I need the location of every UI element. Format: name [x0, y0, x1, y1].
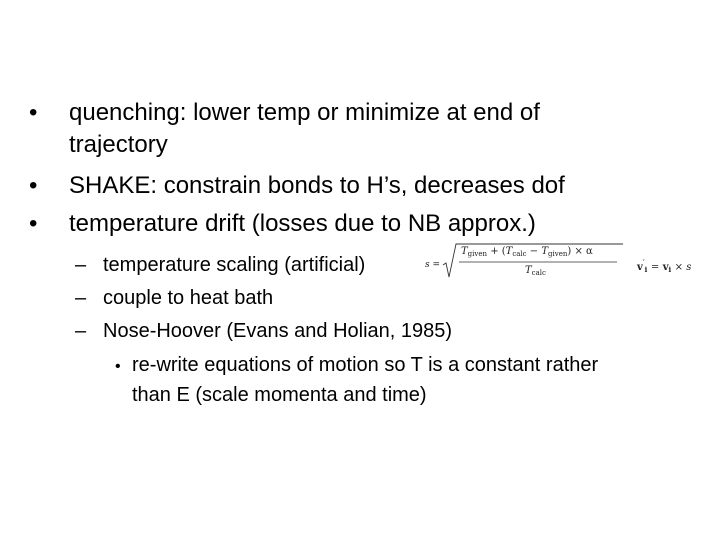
symbol-v: v	[662, 262, 669, 273]
bullet-text: SHAKE: constrain bonds to H’s, decreases dof	[69, 172, 565, 199]
sub-bullet-text: couple to heat bath	[103, 287, 274, 309]
sub-bullet-text: temperature scaling (artificial)	[103, 254, 366, 276]
bullet-text: quenching: lower temp or minimize at end of	[69, 99, 540, 126]
formula-scaling-factor	[425, 241, 625, 281]
bullet-text: temperature drift (losses due to NB approx.)	[69, 210, 536, 237]
formula-numerator	[461, 246, 593, 258]
bullet-marker: •	[29, 99, 38, 126]
bullet-marker: •	[29, 172, 38, 199]
subscript-calc: calc	[531, 269, 546, 277]
bullet-text-continued: trajectory	[69, 131, 168, 158]
bullet-marker: •	[115, 358, 121, 375]
operator-plus: + (	[490, 246, 506, 257]
sub-sub-bullet-text: re-write equations of motion so T is a constant rather	[132, 354, 599, 376]
symbol-t: T	[461, 246, 468, 257]
symbol-t: T	[525, 265, 532, 276]
formula-lhs: s =	[425, 260, 441, 270]
subscript-given: given	[467, 250, 487, 258]
dash-marker: –	[75, 254, 87, 276]
subscript-given: given	[548, 250, 568, 258]
symbol-t: T	[541, 246, 549, 257]
operator-equals: =	[650, 262, 660, 273]
sub-bullet-text: Nose-Hoover (Evans and Holian, 1985)	[103, 320, 453, 342]
dash-marker: –	[75, 287, 87, 309]
subscript-calc: calc	[512, 250, 527, 258]
operator-times-s: × s	[674, 262, 692, 273]
bullet-marker: •	[29, 210, 38, 237]
symbol-prime: ′	[642, 258, 645, 267]
formula-denominator	[525, 265, 546, 277]
formula-velocity-scaling	[637, 258, 691, 274]
operator-minus: −	[529, 246, 539, 257]
operator-times-alpha: ) × α	[567, 246, 593, 257]
subscript-i: i	[668, 265, 672, 274]
subscript-i: i	[644, 265, 648, 274]
dash-marker: –	[75, 320, 87, 342]
symbol-t: T	[505, 246, 513, 257]
symbol-v: v	[637, 262, 643, 273]
sub-sub-bullet-text-continued: than E (scale momenta and time)	[132, 384, 427, 406]
